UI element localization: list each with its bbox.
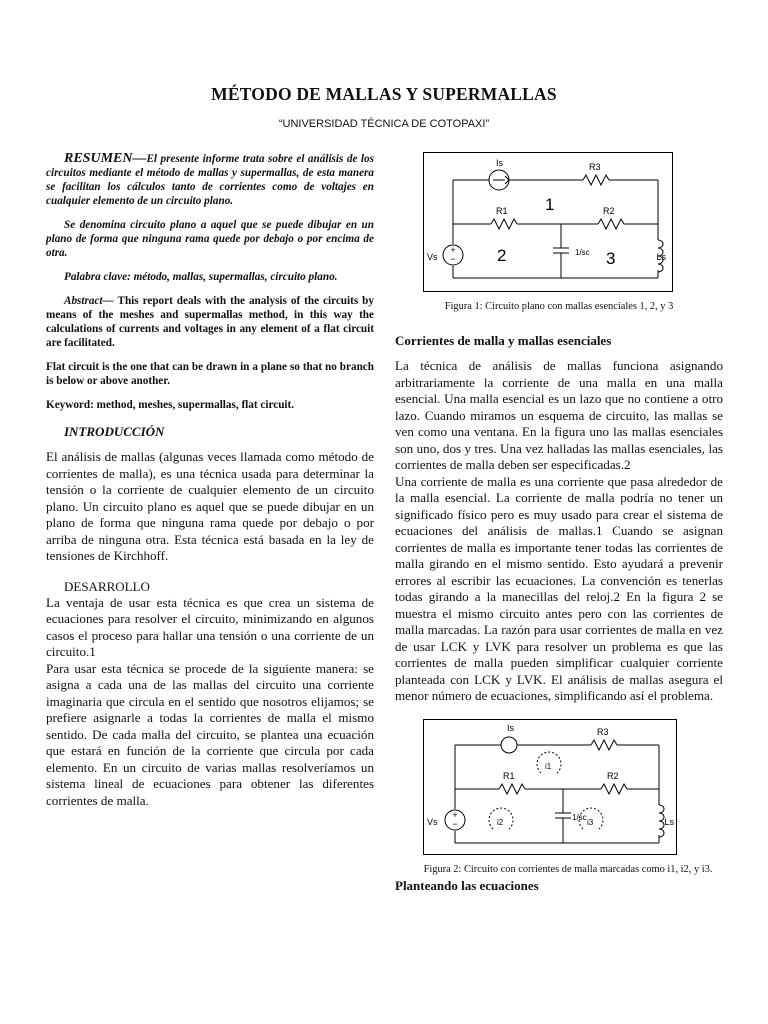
fig2-label-r2: R2	[607, 770, 619, 781]
abstract-es-text: El presente informe trata sobre el análisis de los circuitos mediante el método de mallas y supermallas, de esta manera se facilitan los cálculos tanto de corrientes como de voltajes en cualquier elemento de un circuito plano.	[46, 153, 374, 207]
intro-heading: INTRODUCCIÓN	[64, 424, 165, 439]
abstract-es-keywords: Palabra clave: método, mallas, supermallas, circuito plano.	[64, 271, 338, 283]
abstract-en-definition: Flat circuit is the one that can be drawn in a plane so that no branch is below or above another.	[46, 361, 374, 387]
figure2-caption-text: Circuito con corrientes de malla marcadas como i1, i2, y i3.	[461, 863, 713, 875]
abstract-es-definition: Se denomina circuito plano a aquel que se puede dibujar en un plano de forma que ninguna rama quede por debajo o por encima de otra.	[46, 219, 374, 259]
figure1-caption-text: Circuito plano con mallas esenciales 1, 2, y 3	[482, 301, 674, 312]
svg-text:−: −	[452, 818, 458, 829]
label-cap: 1/sc	[575, 248, 590, 257]
label-ls: Ls	[656, 252, 666, 262]
abstract-en-lead: Abstract—	[64, 295, 114, 307]
abstract-en-keywords: Keyword: method, meshes, supermallas, flat circuit.	[46, 399, 295, 411]
section-mesh-heading: Corrientes de malla y mallas esenciales	[395, 333, 612, 348]
label-r2: R2	[603, 206, 615, 216]
intro-text: El análisis de mallas (algunas veces llamada como método de corrientes de malla), es una técnica usada para determinar la tensión o la corriente de cualquier elemento de un circuito plano. Un circuito plano es aquel que se puede dibujar en un plano de forma que ninguna rama quede por debajo o por arriba de ninguna otra. Esta técnica está basada en la ley de tensiones de Kirchhoff.	[46, 449, 374, 563]
fig2-label-r3: R3	[597, 726, 609, 737]
fig2-label-vs: Vs	[427, 816, 438, 827]
figure2-caption-label: Figura 2:	[423, 863, 462, 875]
mesh-current-i2: i2	[497, 817, 504, 827]
mesh-current-i1: i1	[545, 761, 552, 771]
mesh-1: 1	[545, 195, 555, 214]
right-column	[395, 152, 723, 894]
abstract-en-text: This report deals with the analysis of the circuits by means of the meshes and supermallas method, in this way the calculations of currents and voltages in any element of a flat circuit are facilitated.	[46, 295, 374, 349]
desarrollo-p2: Para usar esta técnica se procede de la siguiente manera: se asigna a cada una de las mallas del circuito una corriente imaginaria que circula en el sentido que nosotros elijamos; se prefiere asignarle a todas la corrientes de malla el mismo sentido. De cada malla del circuito, se plantea una ecuación que estará en función de la corriente que circula por cada elemento. En un circuito de varias mallas resolveríamos un sistema lineal de ecuaciones para obtener las diferentes corrientes de malla.	[46, 660, 374, 808]
left-column	[46, 152, 374, 809]
figure1-caption	[395, 301, 723, 313]
figure1-caption-label: Figura 1:	[444, 301, 483, 312]
abstract-en	[46, 294, 374, 350]
desarrollo-heading: DESARROLLO	[64, 578, 150, 594]
mesh-3: 3	[606, 249, 616, 268]
label-vs: Vs	[427, 252, 438, 262]
desarrollo-p1: La ventaja de usar esta técnica es que crea un sistema de ecuaciones para resolver el circuito, minimizando en algunos casos el proceso para hallar una tensión o una corriente de un circuito.1	[46, 594, 374, 659]
abstract-es	[46, 152, 374, 208]
figure2-circuit	[423, 719, 677, 855]
label-r3: R3	[589, 162, 601, 172]
affiliation: “UNIVERSIDAD TÉCNICA DE COTOPAXI”	[278, 118, 490, 130]
mesh-current-i3: i3	[587, 817, 594, 827]
figure1-circuit	[423, 152, 673, 292]
abstract-es-lead: RESUMEN—	[64, 151, 147, 166]
svg-text:+: +	[452, 809, 458, 820]
mesh-2: 2	[497, 246, 507, 265]
svg-text:−: −	[450, 254, 456, 264]
fig2-label-is: Is	[507, 722, 515, 733]
section-mesh-p1: La técnica de análisis de mallas funciona asignando arbitrariamente la corriente de una malla en una malla esencial. Una malla esencial es un lazo que no contiene a otro lazo. Cuando miramos un esquema de circuito, las mallas se ven como una ventana. En la figura uno las mallas esenciales son uno, dos y tres. Una vez halladas las mallas esenciales, las corrientes de malla deben ser especificadas.2	[395, 358, 723, 472]
label-is: Is	[496, 158, 504, 168]
fig2-label-r1: R1	[503, 770, 515, 781]
section-eq-heading: Planteando las ecuaciones	[395, 877, 539, 893]
figure2-caption	[395, 864, 723, 876]
fig2-label-ls: Ls	[664, 816, 674, 827]
label-r1: R1	[496, 206, 508, 216]
section-mesh-p2: Una corriente de malla es una corriente que pasa alrededor de la malla esencial. La corriente de malla podría no tener un significado físico pero es muy usado para crear el sistema de ecuaciones del análisis de mallas.1 Cuando se asignan corrientes de malla es importante tener todas las corrientes de malla girando en el mismo sentido. Esto ayudará a prevenir errores al escribir las ecuaciones. La convención es tenerlas todas girando a la manecillas del reloj.2 En la figura 2 se muestra el mismo circuito antes pero con las corrientes de malla marcadas. La razón para usar corrientes de malla en vez de usar LCK y LVK para resolver un problema es que las corrientes de malla pueden simplificar cualquier corriente planteada con LCK y LVK. El análisis de mallas asegura el menor número de ecuaciones, simplificando así el problema.	[395, 473, 723, 703]
paper-title: MÉTODO DE MALLAS Y SUPERMALLAS	[211, 84, 557, 104]
fig2-label-cap: 1/sc	[572, 812, 587, 822]
svg-text:+: +	[450, 245, 456, 255]
